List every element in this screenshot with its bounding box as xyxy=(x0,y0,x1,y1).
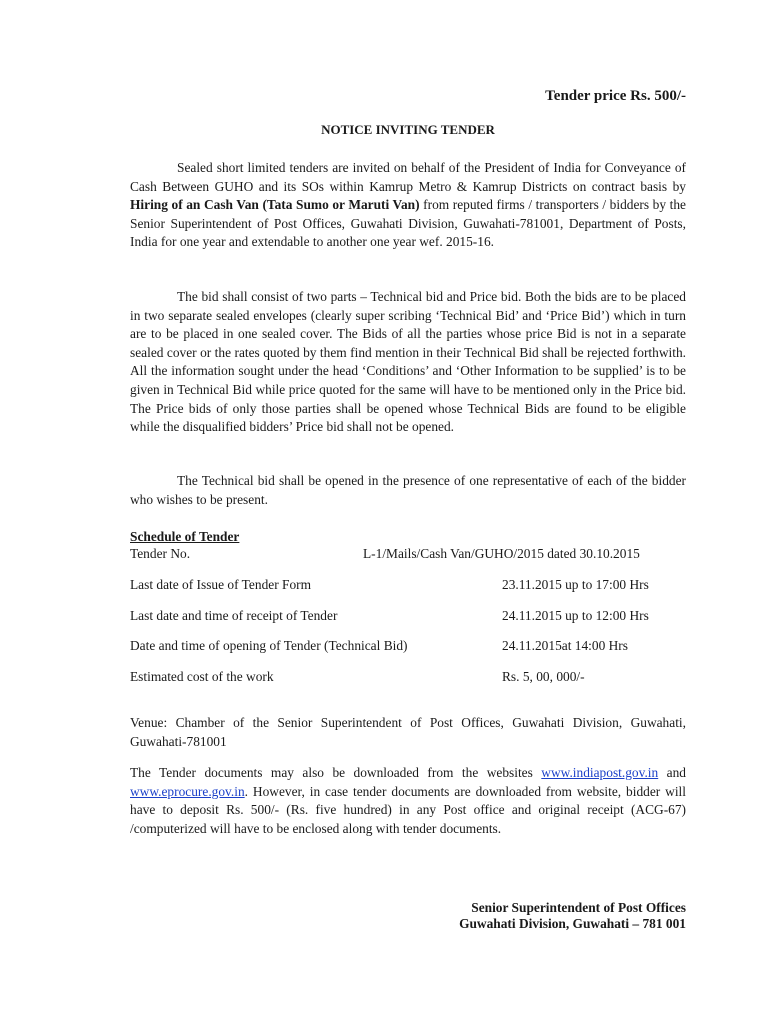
indiapost-link[interactable]: www.indiapost.gov.in xyxy=(541,765,659,780)
download-text-mid: and xyxy=(658,765,687,780)
signature-title: Senior Superintendent of Post Offices xyxy=(471,900,686,915)
intro-text-bold: Hiring of an Cash Van (Tata Sumo or Maruti Van) xyxy=(130,197,420,213)
eprocure-link[interactable]: www.eprocure.gov.in xyxy=(130,783,245,799)
download-text-post: . However, in case tender documents are downloaded from website, bidder will have to deposit Rs. 500/- (Rs. five hundred) in any Post office and original receipt (ACG-67) /computerized will have to be enclosed along with tender documents. xyxy=(130,783,686,836)
schedule-value-receipt-date: 24.11.2015 up to 12:00 Hrs xyxy=(502,608,649,623)
intro-text-pre: Sealed short limited tenders are invited on behalf of the President of India for Conveyance of Cash Between GUHO and its SOs within Kamrup Metro & Kamrup Districts on contract basis by xyxy=(130,160,686,194)
download-paragraph xyxy=(130,764,686,838)
signature-block xyxy=(459,900,686,932)
schedule-value-estimated-cost: Rs. 5, 00, 000/- xyxy=(502,669,585,684)
download-text-pre: The Tender documents may also be downloaded from the websites xyxy=(130,765,542,780)
schedule-label-opening-date: Date and time of opening of Tender (Technical Bid) xyxy=(130,638,408,653)
notice-title: NOTICE INVITING TENDER xyxy=(321,122,495,137)
intro-text-post: from reputed firms / transporters / bidders by the Senior Superintendent of Post Offices, Guwahati Division, Guwahati-781001, Department of Posts, India for one year and extendable to another one year wef. 2015-16. xyxy=(130,197,686,250)
technical-bid-paragraph xyxy=(130,472,686,509)
schedule-label-issue-date: Last date of Issue of Tender Form xyxy=(130,577,312,592)
tender-price: Tender price Rs. 500/- xyxy=(545,88,686,104)
intro-paragraph xyxy=(130,159,686,252)
venue-paragraph: Venue: Chamber of the Senior Superintendent of Post Offices, Guwahati Division, Guwahati, Guwahati-781001 xyxy=(130,715,686,749)
schedule-value-tender-no: L-1/Mails/Cash Van/GUHO/2015 dated 30.10.2015 xyxy=(363,546,640,561)
technical-bid-text: The Technical bid shall be opened in the presence of one representative of each of the bidder who wishes to be present. xyxy=(130,473,686,507)
schedule-value-opening-date: 24.11.2015at 14:00 Hrs xyxy=(502,638,628,653)
signature-office: Guwahati Division, Guwahati – 781 001 xyxy=(459,916,686,931)
schedule-heading: Schedule of Tender xyxy=(130,529,240,544)
bid-parts-paragraph xyxy=(130,288,686,437)
schedule-label-receipt-date: Last date and time of receipt of Tender xyxy=(130,608,338,623)
schedule-label-estimated-cost: Estimated cost of the work xyxy=(130,669,274,684)
schedule-value-issue-date: 23.11.2015 up to 17:00 Hrs xyxy=(502,577,649,592)
bid-parts-text: The bid shall consist of two parts – Technical bid and Price bid. Both the bids are to be placed in two separate sealed envelopes (clearly super scribing ‘Technical Bid’ and ‘Price Bid’) which in turn are to be placed in one sealed cover. The Bids of all the parties whose price Bid is not in a separate sealed cover or the rates quoted by them find mention in their Technical Bid shall be rejected forthwith. All the information sought under the head ‘Conditions’ and ‘Other Information to be supplied’ is to be given in Technical Bid while price quoted for the same will have to be mentioned only in the Price bid. The Price bids of only those parties shall be opened whose Technical Bids are found to be eligible while the disqualified bidders’ Price bid shall not be opened. xyxy=(130,289,686,435)
schedule-label-tender-no: Tender No. xyxy=(130,546,191,561)
